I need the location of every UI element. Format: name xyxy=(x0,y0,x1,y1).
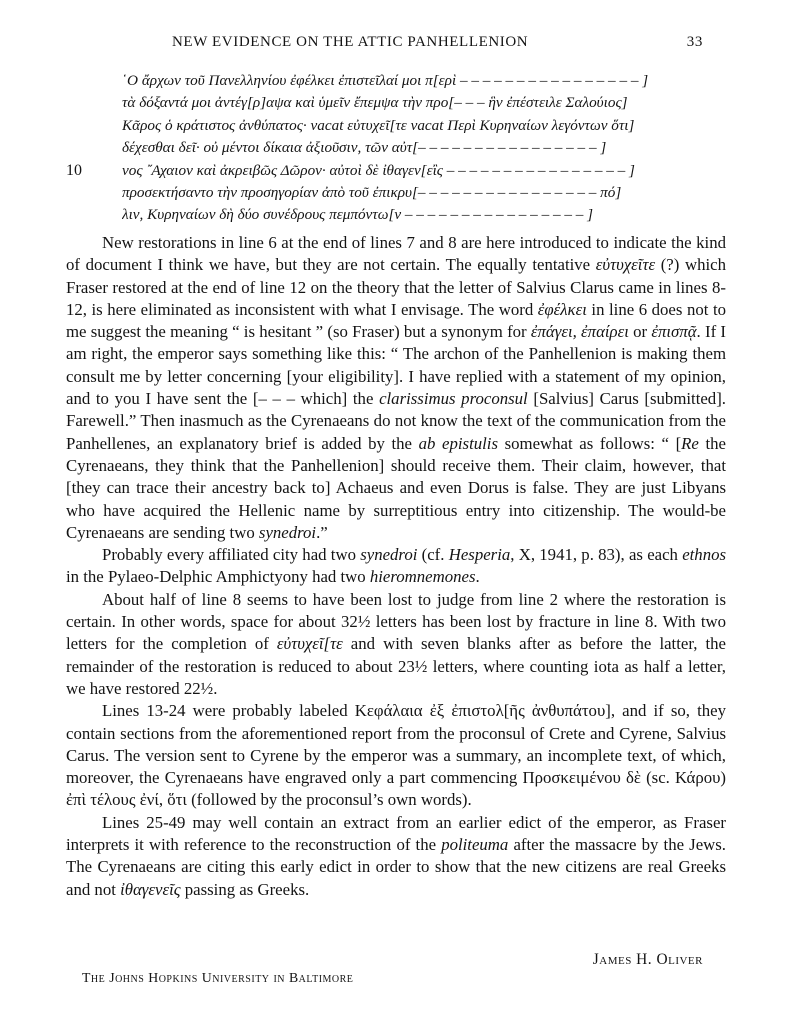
italic-run: synedroi xyxy=(258,522,317,542)
text-run: (cf. xyxy=(417,545,449,565)
italic-run: Hesperia xyxy=(448,545,511,565)
text-run: About half of line 8 seems to have been lost to judge from line 2 where the restoration is certain. In other words, space for about 32½ letters has been lost by fracture in line 8. With two letters for the completion of xyxy=(66,589,726,654)
inscription-text: λιν, Κυρηναίων δὴ δύο συνέδρους πεμπόντω[ν – – – – – – – – – – – – – – – – ] xyxy=(122,206,594,224)
italic-run: politeuma xyxy=(441,835,509,855)
text-run: Lines 25-49 may well contain an extract from an earlier edict of the emperor, as Fraser interprets it with reference to the reconstruction of the xyxy=(66,812,726,855)
text-run: somewhat as follows: “ [ xyxy=(497,433,682,453)
italic-run: εὐτυχεῖ[τε xyxy=(276,634,343,654)
inscription-line xyxy=(66,137,726,159)
paragraph xyxy=(66,812,726,901)
inscription-line xyxy=(66,70,726,92)
inscription-text: δέχεσθαι δεῖ· οὐ μέντοι δίκαια ἀξιοῦσιν, τῶν αὐτ[– – – – – – – – – – – – – – – – ] xyxy=(122,139,607,157)
text-run: . If I am right, the emperor says something like this: “ The archon of the Panhellenion is making them consult me by letter concerning [your eligibility]. I have replied with a statement of my opinion, and to you I have sent the [– – – which] the xyxy=(66,322,726,409)
italic-run: Re xyxy=(681,433,699,453)
italic-run: ἐπάγει, ἐπαίρει xyxy=(530,322,629,342)
text-run: New restorations in line 6 at the end of lines 7 and 8 are here introduced to indicate the kind of document I think we have, but they are not certain. The equally tentative xyxy=(66,233,726,275)
italic-run: εὐτυχεῖτε xyxy=(595,255,656,275)
line-number: 10 xyxy=(66,161,82,179)
running-title: NEW EVIDENCE ON THE ATTIC PANHELLENION xyxy=(172,34,529,50)
inscription-text: νος ῎Αχαιον καὶ ἀκρειβῶς Δῶρον· αὐτοὶ δὲ ἰθαγεν[εἲς – – – – – – – – – – – – – – – – ] xyxy=(122,161,635,179)
inscription-text: Κᾶρος ὁ κράτιστος ἀνθύπατος· vacat εὐτυχεῖ[τε vacat Περὶ Κυρηναίων λεγόντων ὅτι] xyxy=(122,116,635,134)
italic-run: ἰθαγενεῖς xyxy=(120,879,181,899)
running-head xyxy=(0,34,787,56)
author-affiliation: The Johns Hopkins University in Baltimore xyxy=(82,970,354,985)
author-signature: James H. Oliver xyxy=(592,951,703,968)
inscription-text: προσεκτήσαντο τὴν προσηγορίαν ἀπὸ τοῦ ἐπικρυ[– – – – – – – – – – – – – – – – πό] xyxy=(122,183,622,201)
inscription-line xyxy=(66,92,726,114)
text-run: in line 6 does not to me suggest the meaning “ is hesitant ” (so Fraser) but a synonym for xyxy=(66,299,726,342)
text-run: and with seven blanks after as before the latter, the remainder of the restoration is reduced to about 23½ letters, where counting iota as half a letter, we have restored 22½. xyxy=(66,634,727,698)
paragraph xyxy=(66,700,726,811)
text-run: the Cyrenaeans, they think that the Panhellenion] should receive them. Their claim, however, that [they can trace their ancestry back to] Achaeus and even Dorus is false. They are just Libyans who have acquired the Hellenic name by surreptitious entry into citizenship. The would-be Cyrenaeans are sending two xyxy=(66,433,727,542)
paragraph xyxy=(66,544,726,589)
inscription-line xyxy=(66,115,726,137)
page-number: 33 xyxy=(686,34,703,50)
inscription-line xyxy=(66,160,726,182)
paragraph xyxy=(66,589,726,700)
text-run: Probably every affiliated city had two xyxy=(102,545,361,565)
italic-run: ethnos xyxy=(682,545,727,565)
text-run: .” xyxy=(316,522,328,542)
text-run: after the massacre by the Jews. The Cyrenaeans are citing this early edict in order to show that the new citizens are real Greeks and not xyxy=(66,835,726,899)
text-run: passing as Greeks. xyxy=(180,879,310,899)
text-run: or xyxy=(628,322,652,342)
inscription-line xyxy=(66,204,726,226)
italic-run: ἐφέλκει xyxy=(537,299,587,319)
italic-run: hieromnemones xyxy=(369,567,476,587)
text-run: Lines 13-24 were probably labeled Κεφάλαια ἐξ ἐπιστολ[ῆς ἀνθυπάτου], and if so, they contain sections from the aforementioned report from the proconsul of Crete and Cyrene, Salvius Carus. The version sent to Cyrene by the emperor was a summary, an incomplete text, of which, moreover, the Cyrenaeans have engraved only a part commencing Προσκειμένου δὲ (sc. Κάρου) ἐπὶ τέλους ἐνί, ὅτι (followed by the proconsul’s own words). xyxy=(66,701,726,810)
text-run: in the Pylaeo-Delphic Amphictyony had two xyxy=(66,567,370,587)
italic-run: synedroi xyxy=(360,545,418,565)
italic-run: clarissimus proconsul xyxy=(379,389,528,409)
greek-inscription xyxy=(66,70,726,227)
text-run: , X, 1941, p. 83), as each xyxy=(510,545,683,565)
inscription-text: τὰ δόξαντά μοι ἀντέγ[ρ]αψα καὶ ὑμεῖν ἔπεμψα τὴν προ[– – – ἣν ἐπέστειλε Σαλούιος] xyxy=(122,94,628,112)
text-run: [Salvius] Carus [submitted]. Farewell.” Then inasmuch as the Cyrenaeans do not know the text of the communication from the Panhellenes, an explanatory brief is added by the xyxy=(66,389,726,453)
inscription-line xyxy=(66,182,726,204)
italic-run: ἐπισπᾷ xyxy=(651,322,697,342)
text-run: (?) which Fraser restored at the end of line 12 on the theory that the letter of Salvius Clarus came in lines 8-12, is here eliminated as inconsistent with what I envisage. The word xyxy=(66,255,727,319)
inscription-text: ῾Ο ἄρχων τοῦ Πανελληνίου ἐφέλκει ἐπιστεῖλαί μοι π[ερὶ – – – – – – – – – – – – – – – – ] xyxy=(122,72,649,89)
text-run: . xyxy=(475,567,480,587)
commentary-text xyxy=(66,232,726,901)
italic-run: ab epistulis xyxy=(418,433,498,453)
paragraph xyxy=(66,232,726,544)
